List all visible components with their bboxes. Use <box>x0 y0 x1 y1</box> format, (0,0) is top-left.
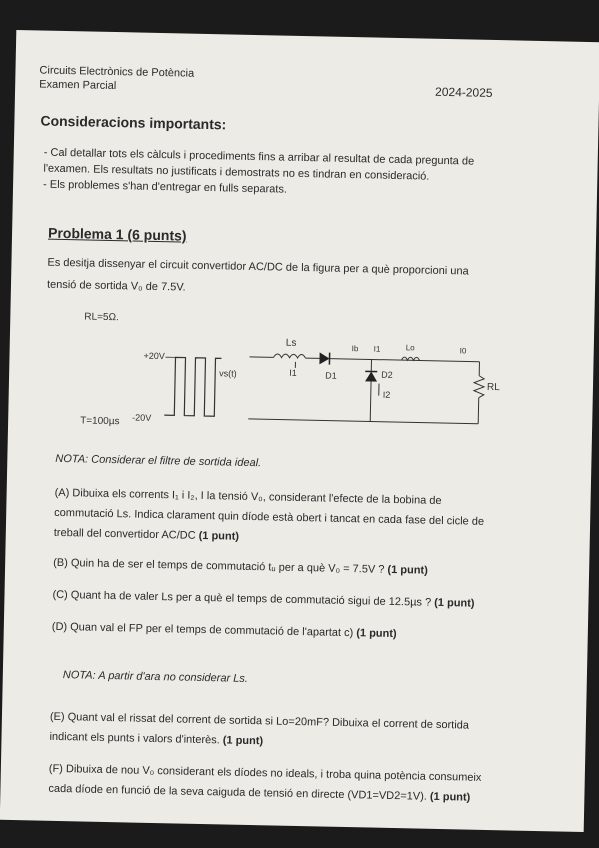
note-ideal-filter: NOTA: Considerar el filtre de sortida ideal. <box>55 452 262 470</box>
current-i1-label: I1 <box>289 367 297 378</box>
question-b-points: (1 punt) <box>387 563 428 577</box>
current-i2-label: I2 <box>382 389 391 400</box>
square-wave-trace <box>164 357 221 416</box>
problem-intro-1: Es desitja dissenyar el circuit convertidor AC/DC de la figura per a què proporcioni una <box>47 256 469 278</box>
consideration-line-3: - Els problemes s'han d'entregar en fulls separats. <box>42 178 288 196</box>
problem-title: Problema 1 (6 punts) <box>47 224 187 244</box>
question-e-line-1: (E) Quant val el rissat del corrent de sortida si Lo=20mF? Dibuixa el corrent de sortida <box>49 710 470 732</box>
question-b-text: (B) Quin ha de ser el temps de commutació tᵤ per a què V₀ = 7.5V ? <box>53 556 385 576</box>
question-d-row <box>52 617 397 644</box>
output-inductor-label: Lo <box>405 343 415 353</box>
question-f-points: (1 punt) <box>429 790 471 804</box>
current-arrow-label: I1 <box>373 344 381 354</box>
question-a-line-3-row <box>54 523 240 547</box>
problem-intro-2: tensió de sortida V₀ de 7.5V. <box>46 278 186 294</box>
source-label: vs(t) <box>219 368 237 379</box>
load-resistor <box>474 376 484 398</box>
load-label: RL <box>486 381 500 394</box>
question-a-line-1: (A) Dibuixa els corrents I₁ i I₂, I la tensió V₀, considerant l'efecte de la bobina de <box>54 486 442 507</box>
diode-d2-symbol <box>365 371 377 381</box>
voltage-low-label: -20V <box>132 412 152 423</box>
note-no-ls: NOTA: A partir d'ara no considerar Ls. <box>62 669 249 685</box>
circuit-diagram <box>48 305 521 445</box>
inductor-ls-label: Ls <box>285 337 297 349</box>
top-wire-right <box>330 359 426 361</box>
question-e-line-2: indicant els punts i valors d'interès. <box>49 730 220 747</box>
commutation-inductor <box>274 354 306 358</box>
load-wire-bottom <box>478 398 479 424</box>
question-c-points: (1 punt) <box>434 596 475 610</box>
exam-sheet <box>0 30 599 832</box>
question-a-line-2: commutació Ls. Indica clarament quin díode està obert i tancat en cada fase del cicle de <box>54 506 485 528</box>
question-c-row <box>52 585 474 614</box>
question-a-points: (1 punt) <box>198 529 240 543</box>
diode-d1-label: D1 <box>325 370 337 381</box>
question-f-line-1: (F) Dibuixa de nou V₀ considerant els díodes no ideals, i troba quina potència consumeix <box>48 762 482 784</box>
academic-year: 2024-2025 <box>434 84 493 100</box>
d2-wire-bottom <box>370 381 371 421</box>
top-wire-end <box>426 361 480 362</box>
exam-type: Examen Parcial <box>39 78 117 93</box>
question-b-row <box>53 553 428 581</box>
diode-d2-label: D2 <box>381 369 393 380</box>
voltage-high-label: +20V <box>143 350 165 362</box>
consideration-line-2: l'examen. Els resultats no justificats i demostrats no es tindran en consideració. <box>43 162 430 183</box>
current-io-label: I0 <box>459 346 467 356</box>
current-ib-label: Ib <box>351 344 359 354</box>
question-e-points: (1 punt) <box>222 734 264 748</box>
diode-d1-symbol <box>319 352 329 364</box>
question-e-line-2-row <box>49 727 263 751</box>
question-c-text: (C) Quant ha de valer Ls per a què el temps de commutació sigui de 12.5µs ? <box>52 588 432 609</box>
bottom-wire <box>248 419 478 424</box>
question-a-line-3: treball del convertidor AC/DC <box>53 526 196 542</box>
course-name: Circuits Electrònics de Potència <box>39 64 195 80</box>
question-f-line-2: cada díode en funció de la seva caiguda de tensió en directe (VD1=VD2=1V). <box>48 782 428 803</box>
load-resistance-label: RL=5Ω. <box>84 311 119 324</box>
top-wire-left <box>250 357 274 358</box>
considerations-title: Consideracions importants: <box>40 112 227 133</box>
consideration-line-1: - Cal detallar tots els càlculs i procediments fins a arribar al resultat de cada pregunta de <box>43 146 475 168</box>
question-d-text: (D) Quan val el FP per el temps de commutació de l'apartat c) <box>51 620 354 640</box>
period-label: T=100µs <box>80 415 120 428</box>
question-d-points: (1 punt) <box>356 627 397 641</box>
